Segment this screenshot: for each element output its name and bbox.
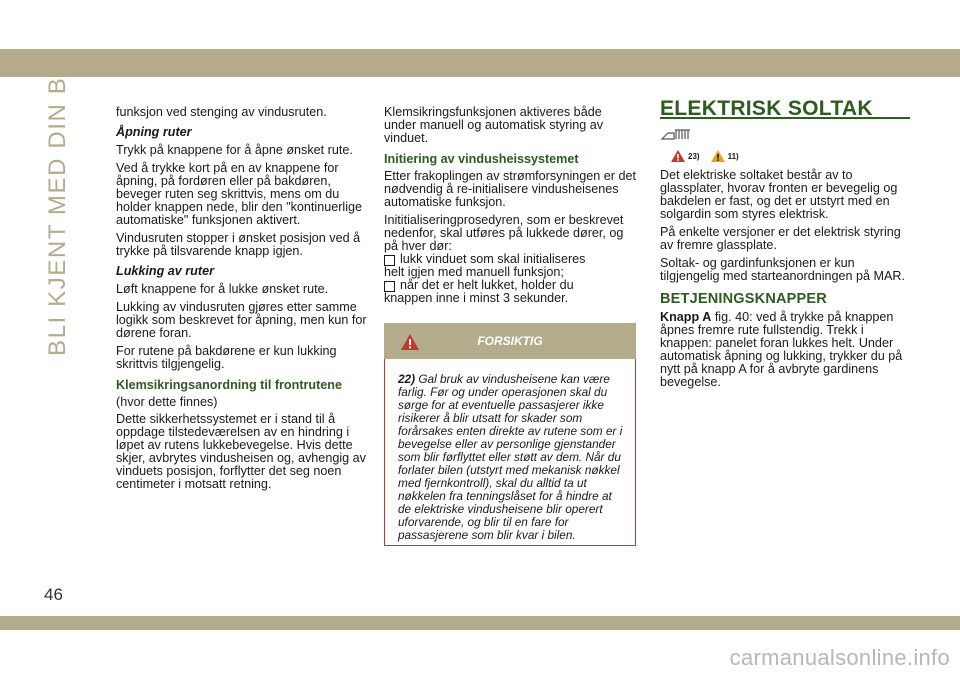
paragraph: Inititialiseringprosedyren, som er beskrevet nedenfor, skal utføres på lukkede dører, og på hver dør:	[384, 213, 624, 253]
paragraph: Løft knappene for å lukke ønsket rute.	[116, 282, 329, 296]
list-item-continuation: knappen inne i minst 3 sekunder.	[384, 291, 569, 305]
list-item: lukk vinduet som skal initialiseres	[384, 253, 636, 266]
paragraph: Ved å trykke kort på en av knappene for åpning, på fordøren eller på bakdøren, beveger ruten seg skrittvis, mens om du holder knappen nede, blir den "kontinuerlige automatiske" funksjonen aktivert.	[116, 161, 363, 227]
paragraph-text: fig. 40: ved å trykke på knappen åpnes fremre rute fullstendig. Trekk i knappen: panelet foran lukkes helt. Under automatisk åpning og lukking, trykker du på nytt på knapp A for å avbryte gardinens bevegelse.	[660, 310, 903, 389]
warning-number: 22)	[398, 372, 416, 386]
paragraph: Lukking av vindusruten gjøres etter samme logikk som beskrevet for åpning, men kun for dørene foran.	[116, 300, 367, 340]
paragraph: På enkelte versjoner er det elektrisk styring av fremre glassplate.	[660, 225, 901, 252]
heading-open-windows: Åpning ruter	[116, 125, 192, 139]
paragraph	[660, 311, 910, 389]
button-a-label: Knapp A	[660, 310, 712, 324]
checkbox-bullet-icon	[384, 281, 395, 292]
paragraph: Vindusruten stopper i ønsket posisjon ved å trykke på tilsvarende knapp igjen.	[116, 231, 361, 258]
heading-anti-pinch: Klemsikringsanordning til frontrutene	[116, 378, 343, 392]
page-number: 46	[44, 585, 63, 604]
paragraph: Det elektriske soltaket består av to glassplater, hvorav fronten er bevegelig og bakdelen er fast, og det er utstyrt med en solgardin som styres elektrisk.	[660, 168, 898, 221]
heading-init-system: Initiering av vindusheissystemet	[384, 152, 579, 166]
checkbox-bullet-icon	[384, 255, 395, 266]
section-title: ELEKTRISK SOLTAK	[660, 102, 910, 119]
warning-header	[384, 323, 636, 359]
column-middle	[384, 106, 636, 546]
page-top-margin	[0, 0, 960, 49]
heading-close-windows: Lukking av ruter	[116, 264, 214, 278]
paragraph: Klemsikringsfunksjonen aktiveres både under manuell og automatisk styring av vinduet.	[384, 105, 604, 145]
footer-band	[0, 616, 960, 630]
reference-icons	[670, 149, 910, 163]
warning-box	[384, 359, 636, 546]
chapter-side-title: BLI KJENT MED DIN BIL	[44, 53, 71, 356]
column-right	[660, 97, 910, 394]
watermark: carmanualsonline.info	[729, 645, 950, 670]
subsection-title: BETJENINGSKNAPPER	[660, 291, 827, 307]
paragraph: Etter frakoplingen av strømforsyningen er det nødvendig å re-initialisere vindusheisenes automatiske funksjon.	[384, 169, 636, 209]
warning-triangle-icon	[670, 149, 686, 163]
sunroof-icon-row	[660, 127, 910, 143]
paragraph: funksjon ved stenging av vindusruten.	[116, 105, 327, 119]
paragraph: Dette sikkerhetssystemet er i stand til å oppdage tilstedeværelsen av en hindring i løpet av rutens lukkebevegelse. Hvis dette skjer, avbrytes vindusheisen og, avhengig av vinduets posisjon, forflytter det seg noen centimeter i motsatt retning.	[116, 412, 366, 491]
list-item: når det er helt lukket, holder du	[384, 279, 636, 292]
column-left	[116, 106, 372, 496]
warning-label: FORSIKTIG	[477, 334, 543, 348]
sunroof-icon	[660, 127, 692, 143]
warning-ref: 23)	[688, 151, 700, 161]
paragraph: (hvor dette finnes)	[116, 395, 218, 409]
warning-text: Gal bruk av vindusheisene kan være farlig. Før og under operasjonen skal du sørge for at eventuelle passasjerer ikke risikerer å blir utsatt for skader som forårsakes enten direkte av rutene som er i bevegelse eller av personlige gjenstander som blir førflyttet eller støtt av dem. Når du forlater bilen (utstyrt med mekanisk nøkkel med fjernkontroll), skal du alltid ta ut nøkkelen fra tenningslåset for å hindre at de elektriske vindusheisene blir operert uforvarende, og blir til en fare for passasjerene som blir kvar i bilen.	[398, 372, 623, 542]
paragraph: Soltak- og gardinfunksjonen er kun tilgjengelig med starteanordningen på MAR.	[660, 256, 906, 283]
caution-ref: 11)	[727, 151, 739, 161]
list-item-continuation: helt igjen med manuell funksjon;	[384, 265, 564, 279]
header-band	[0, 49, 960, 77]
paragraph: For rutene på bakdørene er kun lukking skrittvis tilgjengelig.	[116, 344, 337, 371]
caution-triangle-icon	[710, 149, 726, 163]
paragraph: Trykk på knappene for å åpne ønsket rute.	[116, 143, 353, 157]
